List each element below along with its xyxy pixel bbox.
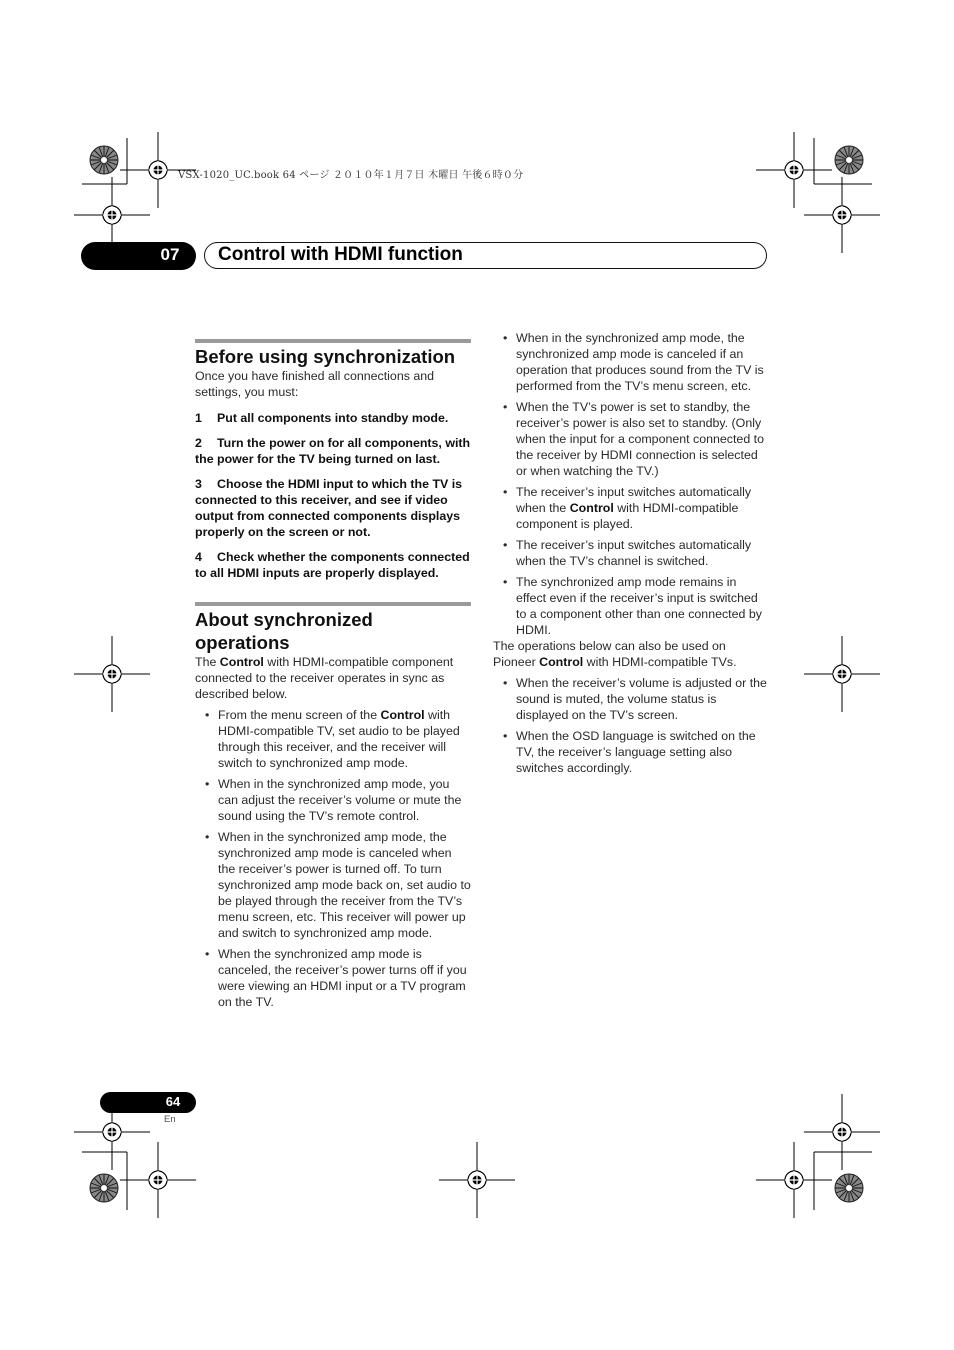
list-item: • When in the synchronized amp mode, the synchronized amp mode is canceled when the receiver’s power is turned off. To turn synchronized amp mode back on, set audio to be played through the receiver from the TV’s menu screen, etc. This receiver will power up and switch to synchronized amp mode.	[195, 829, 471, 941]
step-3: 3 Choose the HDMI input to which the TV is connected to this receiver, and see if video output from connected components displays properly on the screen or not.	[195, 477, 463, 539]
file-header: VSX-1020_UC.book 64 ページ ２０１０年１月７日 木曜日 午後６時０分	[178, 170, 524, 181]
list-item: • When in the synchronized amp mode, the synchronized amp mode is canceled if an operation that produces sound from the TV is performed from the TV’s menu screen, etc.	[493, 330, 769, 394]
paragraph: The operations below can also be used on Pioneer Control with HDMI-compatible TVs.	[493, 639, 737, 669]
bullet-list	[493, 330, 769, 638]
left-column	[195, 339, 471, 1010]
section-rule	[195, 602, 471, 606]
step-2: 2 Turn the power on for all components, with the power for the TV being turned on last.	[195, 436, 471, 466]
chapter-number: 07	[160, 245, 180, 264]
page-language: En	[164, 1114, 176, 1125]
section-heading-before-sync: Before using synchronization	[195, 346, 456, 367]
list-item: • The receiver’s input switches automatically when the TV’s channel is switched.	[493, 537, 769, 569]
section-intro: Once you have finished all connections and settings, you must:	[195, 369, 435, 399]
list-item: • When the OSD language is switched on the TV, the receiver’s language setting also switches accordingly.	[493, 728, 769, 776]
step-4: 4 Check whether the components connected to all HDMI inputs are properly displayed.	[195, 550, 470, 580]
section-rule	[195, 339, 471, 343]
page-number: 64	[165, 1094, 181, 1109]
list-item: • When the TV’s power is set to standby, the receiver’s power is also set to standby. (Only when the input for a component connected to the receiver by HDMI connection is selected or when watching the TV.)	[493, 399, 769, 479]
bullet-list	[195, 707, 471, 1010]
step-1: 1 Put all components into standby mode.	[195, 411, 449, 425]
list-item: • When in the synchronized amp mode, you can adjust the receiver’s volume or mute the sound using the TV’s remote control.	[195, 776, 471, 824]
section-intro: The Control with HDMI-compatible component connected to the receiver operates in sync as described below.	[195, 655, 454, 701]
right-column	[493, 330, 769, 776]
list-item: • The synchronized amp mode remains in effect even if the receiver’s input is switched to a component other than one connected by HDMI.	[493, 574, 769, 638]
section-heading-sync-operations: About synchronized operations	[195, 609, 373, 653]
list-item: • When the receiver’s volume is adjusted or the sound is muted, the volume status is displayed on the TV’s screen.	[493, 675, 769, 723]
chapter-title: Control with HDMI function	[218, 244, 463, 265]
list-item: • From the menu screen of the Control with HDMI-compatible TV, set audio to be played through this receiver, and the receiver will switch to synchronized amp mode.	[195, 707, 471, 771]
bullet-list	[493, 675, 769, 776]
list-item: • When the synchronized amp mode is canceled, the receiver’s power turns off if you were viewing an HDMI input or a TV program on the TV.	[195, 946, 471, 1010]
list-item: • The receiver’s input switches automatically when the Control with HDMI-compatible component is played.	[493, 484, 769, 532]
